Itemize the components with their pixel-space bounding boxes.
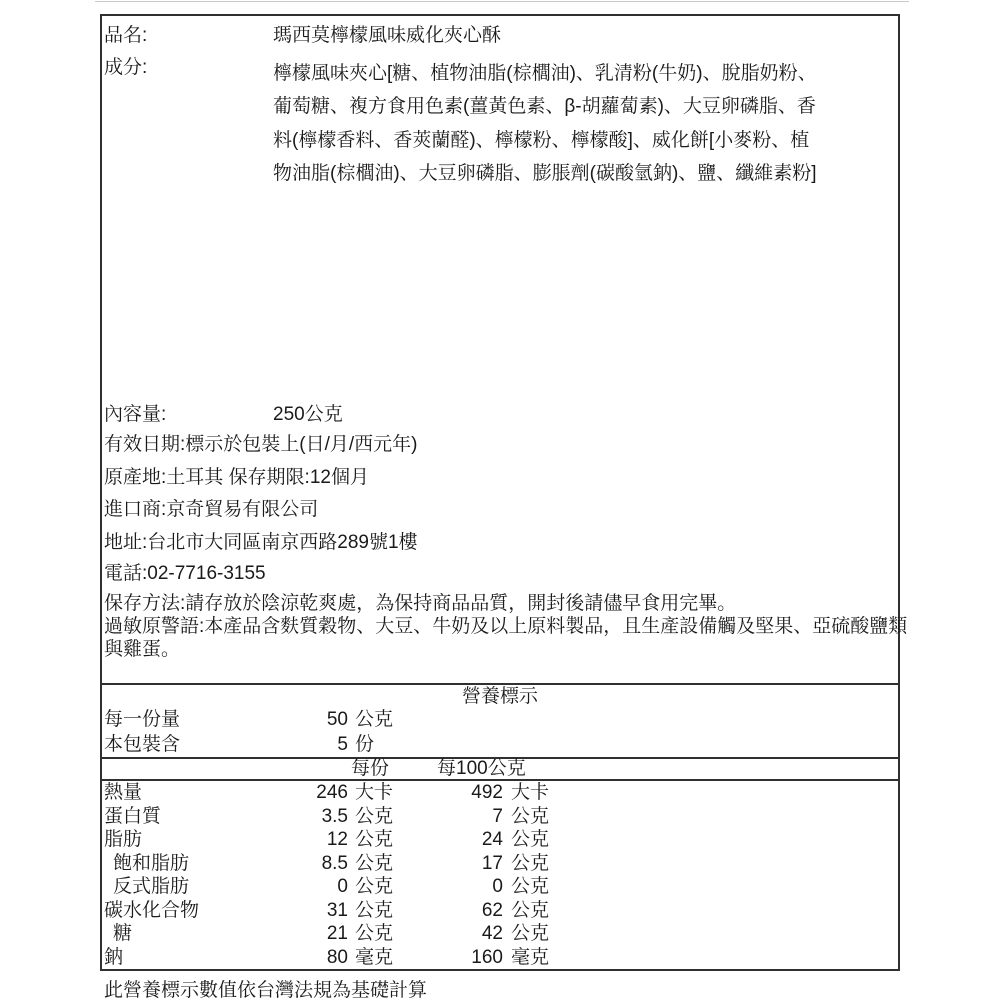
nutrient-label: 蛋白質 (104, 805, 162, 827)
product-label-box (100, 14, 908, 971)
per-serving-column-header: 每份 (351, 758, 390, 779)
net-weight-label: 內容量: (104, 404, 167, 425)
per-100g-column-header: 每100公克 (437, 758, 526, 779)
nutrient-per-serving-unit: 公克 (355, 899, 394, 921)
serving-row-label: 每一份量 (104, 709, 181, 730)
nutrient-per-serving-unit: 大卡 (355, 782, 394, 803)
phone-row: 電話:02-7716-3155 (104, 563, 266, 584)
nutrient-row (104, 852, 898, 876)
serving-row (104, 733, 898, 758)
nutrient-per-serving-value: 8.5 (321, 852, 348, 874)
nutrient-per-serving-value: 31 (326, 899, 348, 921)
nutrient-per-serving-unit: 公克 (355, 805, 394, 827)
serving-row-unit: 公克 (355, 709, 394, 730)
nutrient-per-100g-value: 42 (481, 923, 503, 944)
nutrient-per-serving-value: 12 (326, 829, 348, 850)
nutrient-per-100g-unit: 公克 (511, 852, 550, 874)
serving-info-section (102, 708, 898, 757)
nutrient-per-100g-unit: 公克 (511, 805, 550, 827)
nutrient-row (104, 781, 898, 805)
nutrient-per-serving-value: 3.5 (321, 805, 348, 827)
nutrient-label: 飽和脂肪 (113, 852, 190, 874)
nutrient-per-100g-unit: 公克 (511, 876, 550, 897)
ingredients-line: 料(檸檬香料、香莢蘭醛)、檸檬粉、檸檬酸]、威化餅[小麥粉、植 (273, 129, 810, 151)
product-name-label: 品名: (104, 25, 148, 46)
nutrient-per-100g-value: 492 (471, 782, 503, 803)
serving-row-label: 本包裝含 (104, 733, 181, 755)
nutrition-rows-section (102, 781, 898, 969)
nutrient-label: 糖 (113, 923, 133, 944)
nutrient-per-serving-value: 0 (337, 876, 348, 897)
ingredients-label: 成分: (104, 57, 148, 78)
net-weight-value: 250公克 (273, 404, 343, 425)
nutrient-per-serving-unit: 公克 (355, 852, 394, 874)
nutrition-column-header-row (102, 757, 898, 781)
nutrient-per-100g-value: 62 (481, 899, 503, 921)
product-name-value: 瑪西莫檸檬風味威化夾心酥 (273, 25, 502, 46)
nutrient-per-serving-unit: 公克 (355, 829, 394, 850)
nutrient-per-serving-unit: 公克 (355, 923, 394, 944)
nutrient-label: 碳水化合物 (104, 899, 200, 921)
nutrient-per-serving-value: 80 (326, 946, 348, 968)
top-rule-divider (95, 1, 909, 2)
serving-row-value: 50 (326, 709, 348, 730)
allergen-line: 與雞蛋。 (104, 639, 181, 660)
nutrient-per-100g-value: 24 (481, 829, 503, 850)
nutrient-per-100g-unit: 公克 (511, 829, 550, 850)
nutrient-per-100g-value: 0 (492, 876, 503, 897)
nutrient-per-serving-value: 21 (326, 923, 348, 944)
allergen-line: 過敏原警語:本產品含麩質穀物、大豆、牛奶及以上原料製品，且生產設備觸及堅果、亞硫酸鹽類 (104, 616, 908, 637)
address-row: 地址:台北市大同區南京西路289號1樓 (104, 532, 418, 553)
serving-row-unit: 份 (355, 733, 375, 755)
nutrient-row (104, 875, 898, 899)
serving-row-value: 5 (337, 733, 348, 755)
nutrient-per-serving-value: 246 (316, 782, 348, 803)
nutrient-row (104, 828, 898, 852)
expiry-date-row: 有效日期:標示於包裝上(日/月/西元年) (104, 434, 418, 455)
product-info-section (102, 16, 908, 683)
nutrient-row (104, 946, 898, 970)
storage-allergen-paragraph (104, 592, 908, 661)
allergen-warning (104, 615, 908, 661)
importer-row: 進口商:京奇貿易有限公司 (104, 499, 319, 520)
nutrient-per-100g-unit: 毫克 (511, 946, 550, 968)
nutrient-per-serving-unit: 毫克 (355, 946, 394, 968)
nutrient-label: 脂肪 (104, 829, 143, 850)
ingredients-line: 物油脂(棕櫚油)、大豆卵磷脂、膨脹劑(碳酸氫鈉)、鹽、纖維素粉] (273, 163, 817, 185)
nutrient-per-100g-unit: 公克 (511, 899, 550, 921)
origin-shelf-life-row: 原產地:土耳其 保存期限:12個月 (104, 467, 369, 488)
nutrition-facts-title: 營養標示 (102, 683, 898, 708)
ingredients-line: 檸檬風味夾心[糖、植物油脂(棕櫚油)、乳清粉(牛奶)、脫脂奶粉、 (273, 63, 817, 84)
nutrition-footnote: 此營養標示數值依台灣法規為基礎計算 (104, 980, 428, 1001)
nutrient-per-100g-unit: 公克 (511, 923, 550, 944)
storage-instructions: 保存方法:請存放於陰涼乾爽處，為保持商品品質，開封後請儘早食用完畢。 (104, 593, 737, 614)
nutrient-label: 反式脂肪 (113, 876, 190, 897)
nutrient-per-100g-value: 17 (481, 852, 503, 874)
nutrient-label: 鈉 (104, 946, 124, 968)
nutrient-row (104, 899, 898, 923)
ingredients-text (273, 57, 897, 191)
nutrient-per-serving-unit: 公克 (355, 876, 394, 897)
ingredients-line: 葡萄糖、複方食用色素(薑黃色素、β-胡蘿蔔素)、大豆卵磷脂、香 (273, 96, 816, 118)
serving-row (104, 708, 898, 733)
nutrient-per-100g-value: 7 (492, 805, 503, 827)
nutrient-row (104, 805, 898, 829)
nutrient-per-100g-value: 160 (471, 946, 503, 968)
nutrient-per-100g-unit: 大卡 (511, 782, 550, 803)
nutrient-label: 熱量 (104, 782, 143, 803)
nutrient-row (104, 922, 898, 946)
